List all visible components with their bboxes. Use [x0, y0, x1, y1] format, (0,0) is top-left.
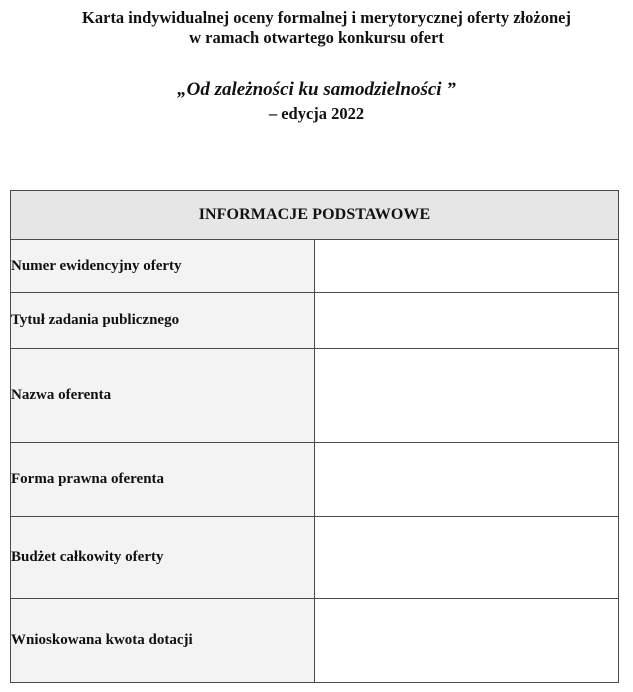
table-header-row: [11, 191, 619, 240]
requested-grant-field[interactable]: [315, 599, 619, 683]
table-row: [11, 240, 619, 293]
document-title-line-2: w ramach otwartego konkursu ofert: [189, 28, 444, 47]
applicant-name-field[interactable]: [315, 349, 619, 443]
table-row: [11, 599, 619, 683]
offer-number-field[interactable]: [315, 240, 619, 293]
table-row: [11, 517, 619, 599]
row-label-requested-grant: Wnioskowana kwota dotacji: [11, 599, 315, 683]
program-title: „Od zależności ku samodzielności ”: [177, 79, 456, 100]
row-label-total-budget: Budżet całkowity oferty: [11, 517, 315, 599]
row-label-applicant-name: Nazwa oferenta: [11, 349, 315, 443]
total-budget-field[interactable]: [315, 517, 619, 599]
row-label-legal-form: Forma prawna oferenta: [11, 443, 315, 517]
row-label-task-title: Tytuł zadania publicznego: [11, 293, 315, 349]
table-row: [11, 443, 619, 517]
row-label-offer-number: Numer ewidencyjny oferty: [11, 240, 315, 293]
basic-information-table: [10, 190, 619, 683]
legal-form-field[interactable]: [315, 443, 619, 517]
table-row: [11, 293, 619, 349]
edition-label: – edycja 2022: [268, 104, 365, 123]
document-title-line-1: Karta indywidualnej oceny formalnej i merytorycznej oferty złożonej: [82, 8, 571, 27]
section-title: INFORMACJE PODSTAWOWE: [11, 191, 619, 240]
task-title-field[interactable]: [315, 293, 619, 349]
table-row: [11, 349, 619, 443]
